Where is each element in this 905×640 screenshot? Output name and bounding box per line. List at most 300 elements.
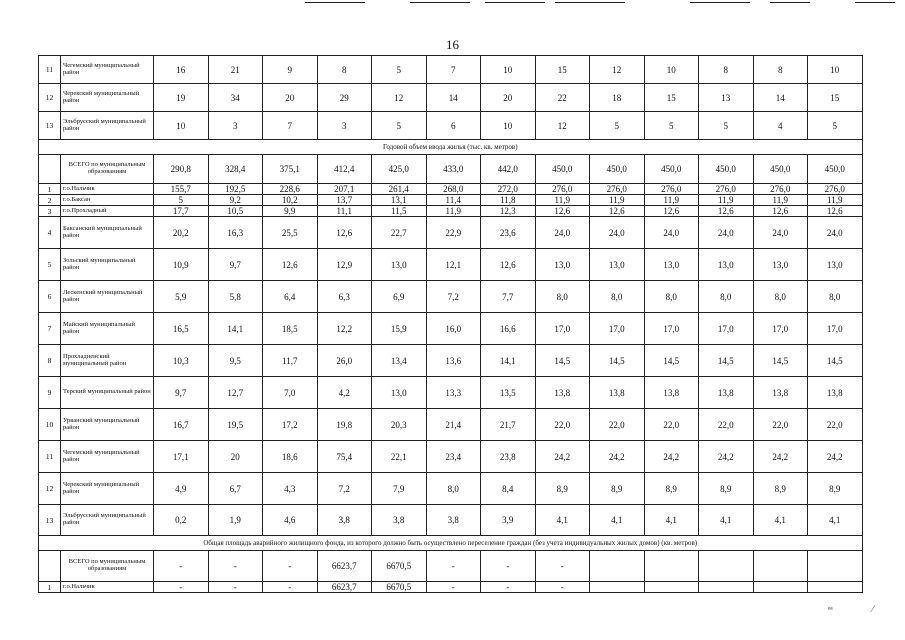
value-cell: 11,9 (753, 195, 808, 206)
value-cell: 8,0 (590, 281, 645, 313)
value-cell: 192,5 (208, 184, 263, 195)
value-cell: 8,0 (426, 473, 481, 505)
value-cell: 17,7 (154, 206, 209, 217)
value-cell: 4,9 (154, 473, 209, 505)
value-cell: 13,0 (372, 377, 427, 409)
value-cell: 5 (808, 112, 863, 140)
value-cell: 20 (263, 84, 318, 112)
municipality-name: Баксанский муниципальный район (61, 217, 154, 249)
value-cell: - (154, 551, 209, 582)
header-rule-5 (690, 2, 750, 3)
value-cell: 25,5 (263, 217, 318, 249)
municipality-name: Эльбрусский муниципальный район (61, 505, 154, 536)
value-cell: 19,5 (208, 409, 263, 441)
value-cell: 6,3 (317, 281, 372, 313)
value-cell: 22,0 (590, 409, 645, 441)
value-cell: 450,0 (535, 155, 590, 184)
value-cell: 276,0 (535, 184, 590, 195)
value-cell: 12,2 (317, 313, 372, 345)
value-cell: 375,1 (263, 155, 318, 184)
table-row (39, 313, 863, 345)
value-cell: 6623,7 (317, 582, 372, 593)
value-cell (753, 582, 808, 593)
value-cell: 4,6 (263, 505, 318, 536)
value-cell: 4,1 (753, 505, 808, 536)
value-cell: 8 (753, 56, 808, 84)
row-number (39, 551, 61, 582)
value-cell: 7 (426, 56, 481, 84)
value-cell: 17,1 (154, 441, 209, 473)
value-cell: 5 (644, 112, 699, 140)
value-cell: 29 (317, 84, 372, 112)
value-cell: - (263, 582, 318, 593)
value-cell: 5,8 (208, 281, 263, 313)
value-cell: 14 (753, 84, 808, 112)
value-cell: - (208, 582, 263, 593)
value-cell: 3 (208, 112, 263, 140)
row-number: 8 (39, 345, 61, 377)
value-cell: 4,1 (808, 505, 863, 536)
municipality-name: Лескенский муниципальный район (61, 281, 154, 313)
value-cell: 8,9 (590, 473, 645, 505)
value-cell: 13,0 (535, 249, 590, 281)
value-cell: 26,0 (317, 345, 372, 377)
value-cell: 13,6 (426, 345, 481, 377)
value-cell: 3,8 (372, 505, 427, 536)
value-cell: 5 (590, 112, 645, 140)
value-cell: 16,0 (426, 313, 481, 345)
row-number: 12 (39, 473, 61, 505)
row-number: 1 (39, 582, 61, 593)
table-row (39, 112, 863, 140)
value-cell: 11,9 (590, 195, 645, 206)
data-table (38, 55, 863, 593)
value-cell: 34 (208, 84, 263, 112)
value-cell: 24,0 (753, 217, 808, 249)
value-cell: 3,9 (481, 505, 536, 536)
value-cell: 412,4 (317, 155, 372, 184)
value-cell: 10 (481, 56, 536, 84)
row-number: 3 (39, 206, 61, 217)
value-cell: 272,0 (481, 184, 536, 195)
municipality-name: Черекский муниципальный район (61, 473, 154, 505)
value-cell: 15 (808, 84, 863, 112)
table-row (39, 249, 863, 281)
value-cell: 13,1 (372, 195, 427, 206)
value-cell: 24,0 (644, 217, 699, 249)
value-cell: 22,9 (426, 217, 481, 249)
section-title: Годовой объем ввода жилья (тыс. кв. метров) (39, 140, 863, 155)
value-cell: 8,0 (644, 281, 699, 313)
value-cell: 17,0 (535, 313, 590, 345)
value-cell: 13,0 (753, 249, 808, 281)
value-cell: 17,0 (808, 313, 863, 345)
value-cell: 22 (535, 84, 590, 112)
value-cell: 4,3 (263, 473, 318, 505)
value-cell: 13,8 (753, 377, 808, 409)
value-cell: 7 (263, 112, 318, 140)
value-cell: 276,0 (644, 184, 699, 195)
table-row (39, 345, 863, 377)
value-cell: 155,7 (154, 184, 209, 195)
table-row (39, 217, 863, 249)
value-cell: 24,2 (699, 441, 754, 473)
value-cell: 5,9 (154, 281, 209, 313)
value-cell: 12,6 (699, 206, 754, 217)
value-cell: 8,0 (535, 281, 590, 313)
row-number: 13 (39, 112, 61, 140)
value-cell: 9,7 (208, 249, 263, 281)
value-cell: - (535, 582, 590, 593)
value-cell: 10 (644, 56, 699, 84)
value-cell: 12,7 (208, 377, 263, 409)
value-cell: 13 (699, 84, 754, 112)
table-row (39, 409, 863, 441)
value-cell: 13,8 (699, 377, 754, 409)
value-cell: 0,2 (154, 505, 209, 536)
value-cell (699, 551, 754, 582)
value-cell: 16,3 (208, 217, 263, 249)
value-cell: 4 (753, 112, 808, 140)
row-number: 4 (39, 217, 61, 249)
value-cell: 8,4 (481, 473, 536, 505)
table-row (39, 56, 863, 84)
value-cell: 23,8 (481, 441, 536, 473)
table-row (39, 184, 863, 195)
municipality-name: Урванский муниципальный район (61, 409, 154, 441)
value-cell: 6 (426, 112, 481, 140)
value-cell: 4,1 (699, 505, 754, 536)
table-row (39, 582, 863, 593)
section-title: Общая площадь аварийного жилищного фонда, из которого должно быть осуществлено переселение граждан (без учета индивидуальных жилых домов) (кв. метров) (39, 536, 863, 551)
row-number: 9 (39, 377, 61, 409)
value-cell: 15 (644, 84, 699, 112)
value-cell: 11,9 (699, 195, 754, 206)
value-cell: 12,6 (808, 206, 863, 217)
value-cell: 10,5 (208, 206, 263, 217)
municipality-name: Черекский муниципальный район (61, 84, 154, 112)
row-number: 1 (39, 184, 61, 195)
value-cell: 9 (263, 56, 318, 84)
value-cell: - (481, 551, 536, 582)
value-cell: 13,5 (481, 377, 536, 409)
value-cell: 18,5 (263, 313, 318, 345)
value-cell: 14 (426, 84, 481, 112)
value-cell: 425,0 (372, 155, 427, 184)
value-cell: 9,9 (263, 206, 318, 217)
value-cell: 24,0 (535, 217, 590, 249)
value-cell: 12,6 (753, 206, 808, 217)
value-cell: 6623,7 (317, 551, 372, 582)
value-cell: 12,6 (481, 249, 536, 281)
row-number: 12 (39, 84, 61, 112)
value-cell: 10 (154, 112, 209, 140)
value-cell: 276,0 (753, 184, 808, 195)
value-cell: 276,0 (699, 184, 754, 195)
value-cell: 8,0 (753, 281, 808, 313)
value-cell: 11,7 (263, 345, 318, 377)
value-cell: 9,2 (208, 195, 263, 206)
value-cell: 1,9 (208, 505, 263, 536)
value-cell: 24,0 (808, 217, 863, 249)
value-cell: 261,4 (372, 184, 427, 195)
value-cell: 17,0 (753, 313, 808, 345)
value-cell: 17,0 (590, 313, 645, 345)
table-row (39, 377, 863, 409)
value-cell: 5 (699, 112, 754, 140)
header-rule-2 (410, 2, 470, 3)
municipality-name: г.о.Прохладный (61, 206, 154, 217)
value-cell: 13,8 (644, 377, 699, 409)
value-cell: 10 (808, 56, 863, 84)
value-cell: 22,0 (753, 409, 808, 441)
value-cell: 12,6 (317, 217, 372, 249)
value-cell: 19,8 (317, 409, 372, 441)
value-cell: 13,0 (699, 249, 754, 281)
value-cell: 14,1 (481, 345, 536, 377)
value-cell: 22,7 (372, 217, 427, 249)
row-number: 10 (39, 409, 61, 441)
header-rule-1 (305, 2, 365, 3)
value-cell (590, 551, 645, 582)
value-cell: 12,6 (263, 249, 318, 281)
value-cell: 6,7 (208, 473, 263, 505)
value-cell: 276,0 (590, 184, 645, 195)
value-cell: 276,0 (808, 184, 863, 195)
value-cell: 16,6 (481, 313, 536, 345)
value-cell (699, 582, 754, 593)
value-cell: 433,0 (426, 155, 481, 184)
value-cell: - (208, 551, 263, 582)
value-cell: 16,5 (154, 313, 209, 345)
value-cell: 4,1 (590, 505, 645, 536)
value-cell: 22,0 (808, 409, 863, 441)
value-cell: 20 (208, 441, 263, 473)
municipality-name: Прохладненский муниципальный район (61, 345, 154, 377)
value-cell: 24,2 (644, 441, 699, 473)
value-cell: 5 (372, 112, 427, 140)
value-cell: 23,4 (426, 441, 481, 473)
value-cell: - (154, 582, 209, 593)
value-cell: 13,8 (535, 377, 590, 409)
value-cell: - (263, 551, 318, 582)
value-cell: 450,0 (644, 155, 699, 184)
value-cell: 8,9 (699, 473, 754, 505)
value-cell: 24,2 (590, 441, 645, 473)
value-cell: 6,9 (372, 281, 427, 313)
value-cell: 22,0 (699, 409, 754, 441)
municipality-name: Зольский муниципальный район (61, 249, 154, 281)
value-cell: 6670,5 (372, 582, 427, 593)
value-cell: 14,5 (808, 345, 863, 377)
value-cell: 11,1 (317, 206, 372, 217)
municipality-name: ВСЕГО по муниципальным образованиям (61, 551, 154, 582)
footer-mark-1: ᵉᵃ (828, 604, 833, 614)
value-cell: 6,4 (263, 281, 318, 313)
value-cell: 7,2 (426, 281, 481, 313)
value-cell: 19 (154, 84, 209, 112)
value-cell: 24,2 (535, 441, 590, 473)
value-cell: 13,4 (372, 345, 427, 377)
value-cell: - (426, 551, 481, 582)
value-cell: 17,0 (644, 313, 699, 345)
value-cell (808, 582, 863, 593)
value-cell: 442,0 (481, 155, 536, 184)
value-cell: 13,8 (590, 377, 645, 409)
value-cell: 20 (481, 84, 536, 112)
value-cell: 328,4 (208, 155, 263, 184)
value-cell: 12,3 (481, 206, 536, 217)
value-cell: 4,1 (535, 505, 590, 536)
value-cell: 3 (317, 112, 372, 140)
value-cell: 24,0 (699, 217, 754, 249)
value-cell (590, 582, 645, 593)
value-cell: - (426, 582, 481, 593)
footer-mark-2: ⁄ (872, 604, 874, 614)
value-cell: 24,0 (590, 217, 645, 249)
value-cell: 22,1 (372, 441, 427, 473)
value-cell: 18 (590, 84, 645, 112)
table-row (39, 281, 863, 313)
row-number: 5 (39, 249, 61, 281)
value-cell: 8,0 (808, 281, 863, 313)
value-cell: 8,9 (535, 473, 590, 505)
row-number: 11 (39, 441, 61, 473)
value-cell: 6670,5 (372, 551, 427, 582)
value-cell: 8,9 (808, 473, 863, 505)
total-row (39, 551, 863, 582)
value-cell: 22,0 (644, 409, 699, 441)
value-cell: 21,4 (426, 409, 481, 441)
value-cell: 8 (699, 56, 754, 84)
value-cell: 20,3 (372, 409, 427, 441)
value-cell: 207,1 (317, 184, 372, 195)
value-cell (808, 551, 863, 582)
value-cell: - (481, 582, 536, 593)
value-cell: 16 (154, 56, 209, 84)
value-cell: 21 (208, 56, 263, 84)
value-cell: 12,6 (590, 206, 645, 217)
table-row (39, 84, 863, 112)
value-cell: 13,0 (644, 249, 699, 281)
page-number: 16 (446, 37, 459, 52)
value-cell: 10,3 (154, 345, 209, 377)
value-cell: 450,0 (699, 155, 754, 184)
value-cell: 7,0 (263, 377, 318, 409)
value-cell: 13,0 (808, 249, 863, 281)
value-cell: 7,9 (372, 473, 427, 505)
value-cell: 8 (317, 56, 372, 84)
value-cell: 12 (372, 84, 427, 112)
section-title-row (39, 536, 863, 551)
value-cell: 20,2 (154, 217, 209, 249)
value-cell: 7,7 (481, 281, 536, 313)
value-cell: 12 (535, 112, 590, 140)
value-cell: - (535, 551, 590, 582)
value-cell: 450,0 (753, 155, 808, 184)
value-cell: 14,5 (699, 345, 754, 377)
value-cell: 14,5 (753, 345, 808, 377)
value-cell: 12 (590, 56, 645, 84)
table-row (39, 505, 863, 536)
municipality-name: г.о.Баксан (61, 195, 154, 206)
value-cell: 18,6 (263, 441, 318, 473)
value-cell: 24,2 (753, 441, 808, 473)
value-cell: 10,9 (154, 249, 209, 281)
value-cell: 11,9 (535, 195, 590, 206)
value-cell (644, 551, 699, 582)
value-cell: 16,7 (154, 409, 209, 441)
value-cell: 14,5 (535, 345, 590, 377)
table-row (39, 206, 863, 217)
municipality-name: Эльбрусский муниципальный район (61, 112, 154, 140)
value-cell: 268,0 (426, 184, 481, 195)
header-rule-7 (855, 2, 895, 3)
section-title-row (39, 140, 863, 155)
total-row (39, 155, 863, 184)
row-number: 7 (39, 313, 61, 345)
row-number: 11 (39, 56, 61, 84)
value-cell: 9,7 (154, 377, 209, 409)
table-row (39, 441, 863, 473)
value-cell: 4,2 (317, 377, 372, 409)
value-cell: 14,1 (208, 313, 263, 345)
value-cell: 14,5 (590, 345, 645, 377)
value-cell: 7,2 (317, 473, 372, 505)
value-cell: 11,5 (372, 206, 427, 217)
table-row (39, 473, 863, 505)
row-number: 13 (39, 505, 61, 536)
municipality-name: Чегемский муниципальный район (61, 56, 154, 84)
value-cell: 3,8 (426, 505, 481, 536)
value-cell: 8,9 (753, 473, 808, 505)
value-cell: 14,5 (644, 345, 699, 377)
value-cell: 290,8 (154, 155, 209, 184)
value-cell: 23,6 (481, 217, 536, 249)
value-cell: 4,1 (644, 505, 699, 536)
value-cell: 75,4 (317, 441, 372, 473)
value-cell (644, 582, 699, 593)
header-rule-3 (485, 2, 545, 3)
value-cell: 13,7 (317, 195, 372, 206)
header-rule-4 (555, 2, 625, 3)
value-cell: 10 (481, 112, 536, 140)
row-number: 2 (39, 195, 61, 206)
value-cell: 13,3 (426, 377, 481, 409)
value-cell: 21,7 (481, 409, 536, 441)
row-number (39, 155, 61, 184)
value-cell: 9,5 (208, 345, 263, 377)
value-cell: 450,0 (590, 155, 645, 184)
value-cell: 8,0 (699, 281, 754, 313)
value-cell: 12,6 (644, 206, 699, 217)
value-cell: 11,9 (808, 195, 863, 206)
value-cell: 17,2 (263, 409, 318, 441)
municipality-name: Майский муниципальный район (61, 313, 154, 345)
municipality-name: Чегемский муниципальный район (61, 441, 154, 473)
value-cell: 12,1 (426, 249, 481, 281)
value-cell: 13,0 (590, 249, 645, 281)
value-cell: 11,4 (426, 195, 481, 206)
municipality-name: г.о.Нальчик (61, 582, 154, 593)
value-cell: 450,0 (808, 155, 863, 184)
header-rule-6 (770, 2, 810, 3)
value-cell: 11,9 (426, 206, 481, 217)
table-row (39, 195, 863, 206)
value-cell: 11,9 (644, 195, 699, 206)
value-cell: 5 (372, 56, 427, 84)
value-cell: 22,0 (535, 409, 590, 441)
